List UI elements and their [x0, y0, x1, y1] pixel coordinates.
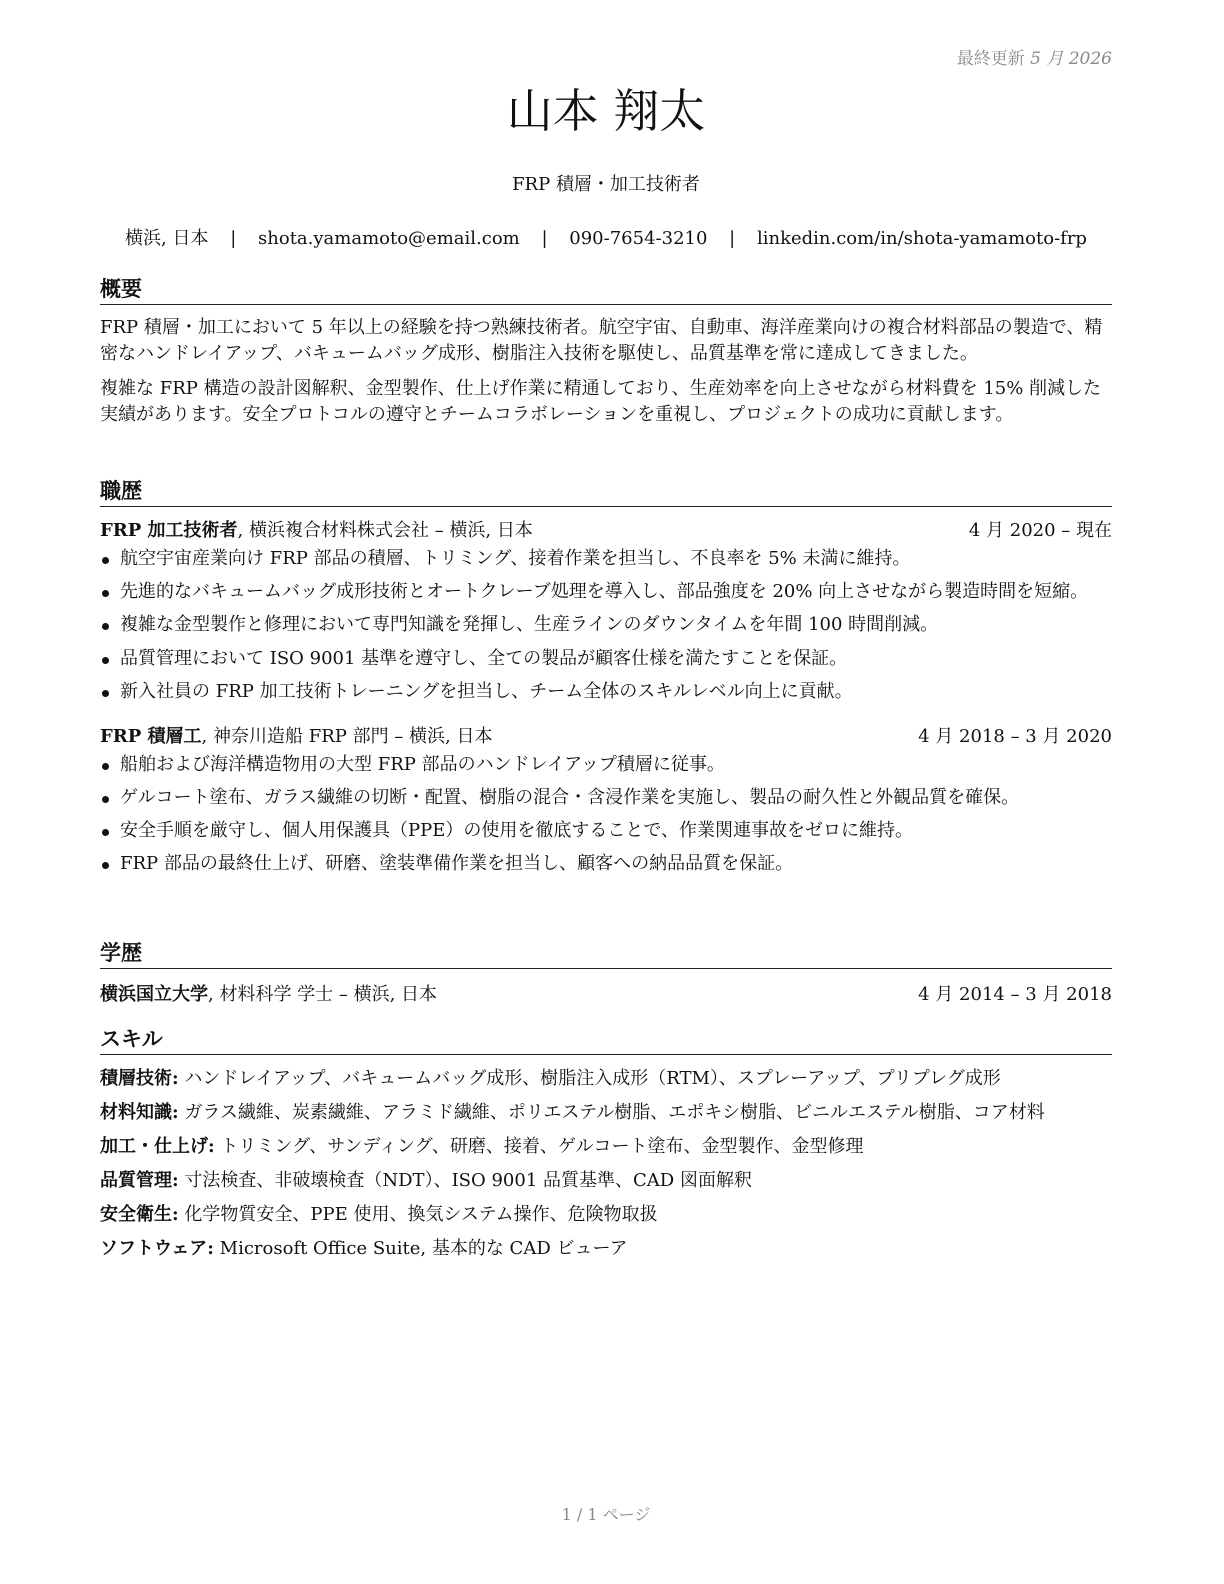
job-bullet: ゲルコート塗布、ガラス繊維の切断・配置、樹脂の混合・含浸作業を実施し、製品の耐久性と外観品質を確保。: [100, 785, 1112, 811]
skill-row: [100, 1167, 1112, 1194]
job-header: [100, 723, 1112, 750]
job-header: [100, 517, 1112, 544]
contact-phone[interactable]: 090-7654-3210: [569, 228, 708, 249]
skill-label: 材料知識:: [100, 1102, 179, 1124]
skill-label: 品質管理:: [100, 1170, 179, 1192]
summary-paragraph: 複雑な FRP 構造の設計図解釈、金型製作、仕上げ作業に精通しており、生産効率を向上させながら材料費を 15% 削減した実績があります。安全プロトコルの遵守とチームコラボレーションを重視し、プロジェクトの成功に貢献します。: [100, 378, 1102, 425]
contact-line: [100, 224, 1112, 250]
job-company: , 横浜複合材料株式会社 – 横浜, 日本: [237, 520, 533, 542]
experience-title: 職歴: [100, 478, 1112, 507]
summary-title: 概要: [100, 276, 1112, 305]
contact-separator: |: [541, 228, 548, 249]
job-bullet: 航空宇宙産業向け FRP 部品の積層、トリミング、接着作業を担当し、不良率を 5% 未満に維持。: [100, 546, 1112, 572]
contact-separator: |: [729, 228, 736, 249]
skills-title: スキル: [100, 1026, 1112, 1055]
skill-row: [100, 1201, 1112, 1228]
job-company: , 神奈川造船 FRP 部門 – 横浜, 日本: [201, 725, 493, 747]
job-bullet: FRP 部品の最終仕上げ、研磨、塗装準備作業を担当し、顧客への納品品質を保証。: [100, 851, 1112, 877]
last-updated: [957, 44, 1112, 69]
job-bullet: 複雑な金型製作と修理において専門知識を発揮し、生産ラインのダウンタイムを年間 100 時間削減。: [100, 612, 1112, 638]
job-bullet: 品質管理において ISO 9001 基準を遵守し、全ての製品が顧客仕様を満たすことを保証。: [100, 646, 1112, 672]
skill-value: 寸法検査、非破壊検査（NDT）、ISO 9001 品質基準、CAD 図面解釈: [178, 1170, 752, 1192]
education-dates: 4 月 2014 – 3 月 2018: [918, 984, 1112, 1006]
job-entry: [100, 723, 1112, 877]
contact-separator: |: [230, 228, 237, 249]
skill-value: ハンドレイアップ、バキュームバッグ成形、樹脂注入成形（RTM）、スプレーアップ、プリプレグ成形: [178, 1068, 1001, 1090]
education-school: 横浜国立大学: [100, 984, 208, 1006]
job-role-company: [100, 517, 533, 544]
contact-email[interactable]: shota.yamamoto@email.com: [258, 228, 520, 249]
contact-location: 横浜, 日本: [125, 228, 209, 249]
job-bullet: 先進的なバキュームバッグ成形技術とオートクレーブ処理を導入し、部品強度を 20% 向上させながら製造時間を短縮。: [100, 579, 1112, 605]
resume-page: [100, 0, 1112, 1584]
job-role: FRP 積層工: [100, 725, 202, 747]
skills-section: [100, 1026, 1112, 1269]
education-school-detail: [100, 981, 437, 1008]
skill-row: [100, 1099, 1112, 1126]
skill-row: [100, 1235, 1112, 1262]
job-dates: 4 月 2018 – 3 月 2020: [918, 725, 1112, 747]
job-bullet: 船舶および海洋構造物用の大型 FRP 部品のハンドレイアップ積層に従事。: [100, 752, 1112, 778]
job-bullet: 安全手順を厳守し、個人用保護具（PPE）の使用を徹底することで、作業関連事故をゼロに維持。: [100, 818, 1112, 844]
job-dates: 4 月 2020 – 現在: [968, 520, 1112, 542]
job-bullets: [100, 752, 1112, 877]
last-updated-date: 5 月 2026: [1030, 49, 1112, 69]
skill-label: 加工・仕上げ:: [100, 1136, 215, 1158]
job-bullets: [100, 546, 1112, 704]
summary-section: [100, 276, 1112, 427]
skill-label: ソフトウェア:: [100, 1238, 214, 1260]
job-role: FRP 加工技術者: [100, 520, 238, 542]
job-role-company: [100, 723, 492, 750]
contact-linkedin[interactable]: linkedin.com/in/shota-yamamoto-frp: [756, 228, 1087, 249]
education-section: [100, 940, 1112, 1008]
education-detail: , 材料科学 学士 – 横浜, 日本: [208, 984, 438, 1006]
candidate-headline: FRP 積層・加工技術者: [512, 174, 700, 195]
skill-row: [100, 1065, 1112, 1092]
skill-value: ガラス繊維、炭素繊維、アラミド繊維、ポリエステル樹脂、エポキシ樹脂、ビニルエステル樹脂、コア材料: [178, 1102, 1045, 1124]
job-entry: [100, 517, 1112, 704]
summary-paragraph: FRP 積層・加工において 5 年以上の経験を持つ熟練技術者。航空宇宙、自動車、海洋産業向けの複合材料部品の製造で、精密なハンドレイアップ、バキュームバッグ成形、樹脂注入技術を駆使し、品質基準を常に達成してきました。: [100, 317, 1103, 364]
skills-list: [100, 1065, 1112, 1262]
skill-value: 化学物質安全、PPE 使用、換気システム操作、危険物取扱: [178, 1204, 658, 1226]
job-bullet: 新入社員の FRP 加工技術トレーニングを担当し、チーム全体のスキルレベル向上に貢献。: [100, 679, 1112, 705]
experience-section: [100, 478, 1112, 884]
skill-row: [100, 1133, 1112, 1160]
education-entry: [100, 981, 1112, 1008]
skill-value: Microsoft Office Suite, 基本的な CAD ビューア: [213, 1238, 628, 1260]
last-updated-prefix: 最終更新: [956, 49, 1025, 69]
skill-value: トリミング、サンディング、研磨、接着、ゲルコート塗布、金型製作、金型修理: [214, 1136, 864, 1158]
candidate-name: 山本 翔太: [506, 84, 706, 138]
skill-label: 安全衛生:: [100, 1204, 179, 1226]
page-indicator: 1 / 1 ページ: [561, 1505, 651, 1524]
skill-label: 積層技術:: [100, 1068, 179, 1090]
education-title: 学歴: [100, 940, 1112, 969]
